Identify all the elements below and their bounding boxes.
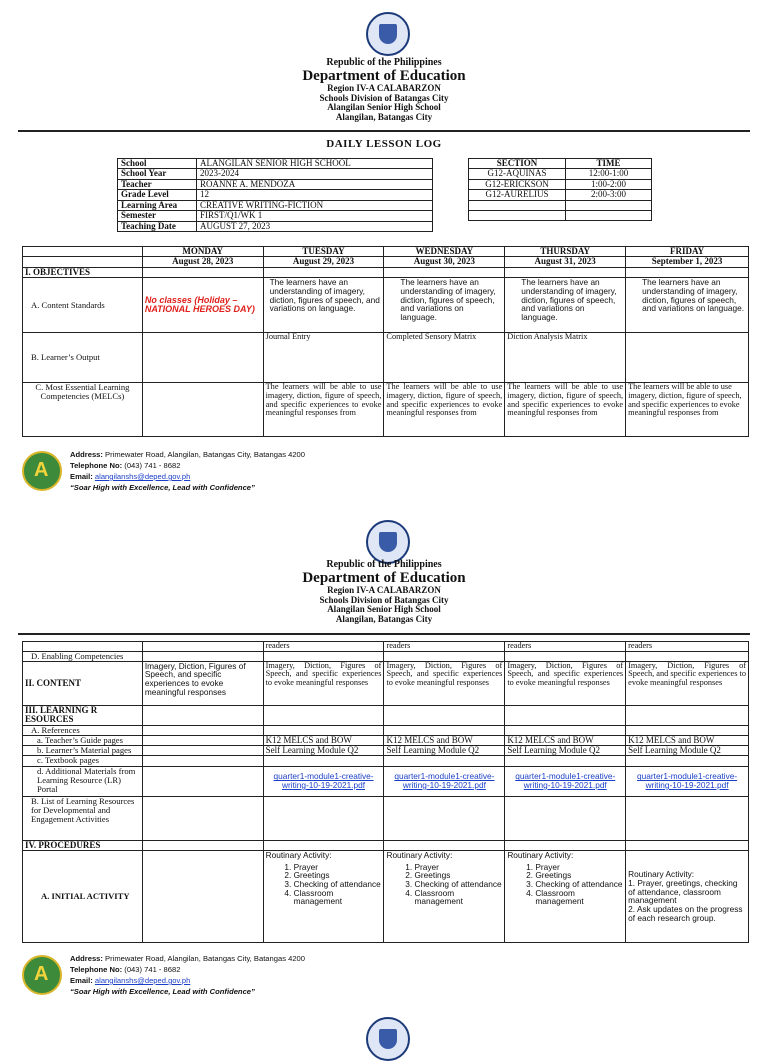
routine-item: 3. Checking of attendance bbox=[535, 880, 623, 889]
day-header-thursday: THURSDAY bbox=[505, 247, 626, 257]
section-time bbox=[566, 210, 652, 220]
section-name bbox=[469, 210, 566, 220]
lr-label: III. LEARNING R ESOURCES bbox=[23, 705, 143, 725]
address-value-2: Primewater Road, Alangilan, Batangas City, Batangas 4200 bbox=[105, 954, 305, 963]
date-header: September 1, 2023 bbox=[626, 257, 749, 267]
content-cell: Imagery, Diction, Figures of Speech, and specific experiences to evoke meaningful responses bbox=[505, 661, 626, 705]
routine-item: 3. Checking of attendance bbox=[414, 880, 502, 889]
readers-cell: readers bbox=[505, 642, 626, 652]
info-value: 12 bbox=[197, 190, 433, 200]
motto-text-2: “Soar High with Excellence, Lead with Confidence” bbox=[70, 987, 255, 996]
initial-activity-cell bbox=[384, 850, 505, 942]
routine-item: 4. Classroom management bbox=[535, 889, 623, 906]
page-2 bbox=[0, 510, 768, 1024]
lm-value: Self Learning Module Q2 bbox=[626, 746, 749, 756]
location-text-2: Alangilan, Batangas City bbox=[335, 613, 433, 624]
doc-title: DAILY LESSON LOG bbox=[326, 138, 442, 150]
republic-text: Republic of the Philippines bbox=[326, 57, 442, 68]
section-time: 2:00-3:00 bbox=[566, 190, 652, 200]
routinary-label: Routinary Activity: bbox=[386, 849, 453, 860]
routine-item: 1. Prayer bbox=[414, 863, 502, 872]
melc-tue: The learners will be able to use imagery, diction, figure of speech, and specific experiences to evoke meaningful responses from bbox=[263, 383, 384, 437]
day-header-tuesday: TUESDAY bbox=[263, 247, 384, 257]
friday-routine-item: 1. Prayer, greetings, checking of attendance, classroom management bbox=[628, 878, 738, 906]
section-row bbox=[469, 179, 652, 189]
section-name: G12-AURELIUS bbox=[469, 190, 566, 200]
info-value: AUGUST 27, 2023 bbox=[197, 221, 433, 231]
corner-cell bbox=[23, 247, 143, 257]
tg-value: K12 MELCS and BOW bbox=[384, 735, 505, 745]
routine-item: 3. Checking of attendance bbox=[294, 880, 382, 889]
routinary-label: Routinary Activity: bbox=[507, 849, 574, 860]
address-value: Primewater Road, Alangilan, Batangas City, Batangas 4200 bbox=[105, 450, 305, 459]
melc-fri: The learners will be able to use imagery, diction, figure of speech, and specific experiences to evoke meaningful responses from bbox=[626, 383, 749, 437]
region-text-2: Region IV-A CALABARZON bbox=[327, 585, 441, 596]
initial-activity-fri bbox=[626, 850, 749, 942]
readers-cell: readers bbox=[626, 642, 749, 652]
letterhead-2 bbox=[0, 560, 768, 624]
section-name: G12-ERICKSON bbox=[469, 179, 566, 189]
tb-label: c. Textbook pages bbox=[23, 756, 143, 766]
routine-list bbox=[386, 863, 502, 907]
content-standards-label: A. Content Standards bbox=[23, 278, 143, 333]
info-row bbox=[118, 159, 433, 169]
info-row bbox=[118, 169, 433, 179]
lm-value: Self Learning Module Q2 bbox=[384, 746, 505, 756]
department-title: Department of Education bbox=[302, 67, 466, 84]
routine-item: 4. Classroom management bbox=[414, 889, 502, 906]
email-label: Email: bbox=[70, 472, 93, 481]
initial-activity-cell bbox=[505, 850, 626, 942]
lr-portal-link[interactable]: quarter1-module1-creative-writing-10-19-2021.pdf bbox=[637, 771, 738, 790]
references-label: A. References bbox=[23, 725, 143, 735]
info-row bbox=[118, 200, 433, 210]
time-header: TIME bbox=[566, 159, 652, 169]
content-cell: Imagery, Diction, Figures of Speech, and specific experiences to evoke meaningful responses bbox=[384, 661, 505, 705]
info-key: Learning Area bbox=[118, 200, 197, 210]
tg-value: K12 MELCS and BOW bbox=[626, 735, 749, 745]
content-label: II. CONTENT bbox=[23, 661, 143, 705]
footer-2 bbox=[22, 953, 422, 1001]
letterhead bbox=[0, 58, 768, 122]
content-cell: Imagery, Diction, Figures of Speech, and specific experiences to evoke meaningful responses bbox=[626, 661, 749, 705]
header-rule-2 bbox=[18, 633, 750, 635]
am-label: d. Additional Materials from Learning Resource (LR) Portal bbox=[23, 766, 143, 796]
section-time: 1:00-2:00 bbox=[566, 179, 652, 189]
day-header-friday: FRIDAY bbox=[626, 247, 749, 257]
list-label: B. List of Learning Resources for Developmental and Engagement Activities bbox=[23, 796, 143, 840]
initial-label: A. INITIAL ACTIVITY bbox=[23, 850, 143, 942]
no-classes-note bbox=[142, 278, 263, 333]
section-time bbox=[566, 200, 652, 210]
info-value: FIRST/Q1/WK 1 bbox=[197, 211, 433, 221]
phone-value-2: (043) 741 - 8682 bbox=[124, 965, 181, 974]
content-cell: Imagery, Diction, Figures of Speech, and specific experiences to evoke meaningful responses bbox=[263, 661, 384, 705]
corner-cell-2 bbox=[23, 257, 143, 267]
email-link-2[interactable]: alangilanshs@deped.gov.ph bbox=[94, 976, 191, 985]
holiday-text: No classes (Holiday – NATIONAL HEROES DAY) bbox=[144, 294, 255, 315]
address-label-2: Address: bbox=[70, 954, 103, 963]
content-cell: Imagery, Diction, Figures of Speech, and specific experiences to evoke meaningful responses bbox=[142, 661, 263, 705]
readers-cell: readers bbox=[263, 642, 384, 652]
content-standards-fri: The learners have an understanding of imagery, diction, figures of speech, and variations on language. bbox=[626, 278, 749, 333]
learners-output-cell: Diction Analysis Matrix bbox=[505, 333, 626, 383]
melc-label: C. Most Essential Learning Competencies (MELCs) bbox=[23, 383, 143, 437]
section-name bbox=[469, 200, 566, 210]
initial-activity-cell bbox=[263, 850, 384, 942]
header-rule bbox=[18, 130, 750, 132]
info-row bbox=[118, 221, 433, 231]
address-label: Address: bbox=[70, 450, 103, 459]
email-link[interactable]: alangilanshs@deped.gov.ph bbox=[94, 472, 191, 481]
lm-value: Self Learning Module Q2 bbox=[505, 746, 626, 756]
section-row bbox=[469, 200, 652, 210]
section-row bbox=[469, 190, 652, 200]
motto-text: “Soar High with Excellence, Lead with Confidence” bbox=[70, 483, 255, 492]
location-text: Alangilan, Batangas City bbox=[335, 111, 433, 122]
objectives-label: I. OBJECTIVES bbox=[23, 267, 143, 277]
deped-seal-icon bbox=[366, 520, 410, 564]
phone-label: Telephone No: bbox=[70, 461, 123, 470]
routine-list bbox=[507, 863, 623, 907]
learners-output-cell bbox=[142, 333, 263, 383]
content-standards-thu: The learners have an understanding of imagery, diction, figures of speech, and variations on language. bbox=[505, 278, 626, 333]
tg-value: K12 MELCS and BOW bbox=[263, 735, 384, 745]
routinary-label: Routinary Activity: bbox=[628, 869, 695, 880]
date-header: August 31, 2023 bbox=[505, 257, 626, 267]
lesson-table-1 bbox=[22, 246, 749, 437]
info-key: Teaching Date bbox=[118, 221, 197, 231]
info-row bbox=[118, 190, 433, 200]
day-header-monday: MONDAY bbox=[142, 247, 263, 257]
phone-value: (043) 741 - 8682 bbox=[124, 461, 181, 470]
date-header: August 29, 2023 bbox=[263, 257, 384, 267]
footer-1 bbox=[22, 449, 422, 497]
procedures-label: IV. PROCEDURES bbox=[23, 840, 143, 850]
info-value: 2023-2024 bbox=[197, 169, 433, 179]
date-header: August 30, 2023 bbox=[384, 257, 505, 267]
enabling-label: D. Enabling Competencies bbox=[23, 651, 143, 661]
routine-item: 1. Prayer bbox=[294, 863, 382, 872]
page-1 bbox=[0, 0, 768, 500]
lesson-table-2 bbox=[22, 641, 749, 943]
section-table bbox=[468, 158, 652, 221]
content-standards-wed: The learners have an understanding of imagery, diction, figures of speech, and variations on language. bbox=[384, 278, 505, 333]
info-key: Semester bbox=[118, 211, 197, 221]
melc-wed: The learners will be able to use imagery, diction, figure of speech, and specific experiences to evoke meaningful responses from bbox=[384, 383, 505, 437]
info-value: ROANNE A. MENDOZA bbox=[197, 179, 433, 189]
section-name: G12-AQUINAS bbox=[469, 169, 566, 179]
info-key: School bbox=[118, 159, 197, 169]
routine-list bbox=[266, 863, 382, 907]
content-standards-tue: The learners have an understanding of imagery, diction, figures of speech, and variations on language. bbox=[263, 278, 384, 333]
learners-output-label: B. Learner’s Output bbox=[23, 333, 143, 383]
section-row bbox=[469, 210, 652, 220]
routinary-label: Routinary Activity: bbox=[265, 849, 332, 860]
info-key: School Year bbox=[118, 169, 197, 179]
readers-cell: readers bbox=[384, 642, 505, 652]
school-logo-icon bbox=[22, 451, 62, 491]
division-text: Schools Division of Batangas City bbox=[319, 92, 449, 103]
info-value: CREATIVE WRITING-FICTION bbox=[197, 200, 433, 210]
learners-output-cell: Journal Entry bbox=[263, 333, 384, 383]
school-text-2: Alangilan Senior High School bbox=[327, 604, 441, 615]
learners-output-cell bbox=[626, 333, 749, 383]
info-key: Teacher bbox=[118, 179, 197, 189]
date-header: August 28, 2023 bbox=[142, 257, 263, 267]
email-label-2: Email: bbox=[70, 976, 93, 985]
routine-item: 2. Greetings bbox=[414, 871, 502, 880]
lr-portal-link[interactable]: quarter1-module1-creative-writing-10-19-2021.pdf bbox=[515, 771, 616, 790]
deped-seal-icon bbox=[366, 12, 410, 56]
section-time: 12:00-1:00 bbox=[566, 169, 652, 179]
school-text: Alangilan Senior High School bbox=[327, 102, 441, 113]
department-title-2: Department of Education bbox=[302, 569, 466, 586]
melc-thu: The learners will be able to use imagery, diction, figure of speech, and specific experiences to evoke meaningful responses from bbox=[505, 383, 626, 437]
tg-label: a. Teacher’s Guide pages bbox=[23, 735, 143, 745]
info-key: Grade Level bbox=[118, 190, 197, 200]
lm-label: b. Learner’s Material pages bbox=[23, 746, 143, 756]
learners-output-cell: Completed Sensory Matrix bbox=[384, 333, 505, 383]
tg-value: K12 MELCS and BOW bbox=[505, 735, 626, 745]
phone-label-2: Telephone No: bbox=[70, 965, 123, 974]
routine-item: 4. Classroom management bbox=[294, 889, 382, 906]
info-row bbox=[118, 179, 433, 189]
day-header-wednesday: WEDNESDAY bbox=[384, 247, 505, 257]
info-row bbox=[118, 211, 433, 221]
info-table bbox=[117, 158, 433, 232]
info-value: ALANGILAN SENIOR HIGH SCHOOL bbox=[197, 159, 433, 169]
lr-portal-link[interactable]: quarter1-module1-creative-writing-10-19-2021.pdf bbox=[273, 771, 374, 790]
region-text: Region IV-A CALABARZON bbox=[327, 83, 441, 94]
school-logo-icon bbox=[22, 955, 62, 995]
routine-item: 2. Greetings bbox=[535, 871, 623, 880]
routine-item: 1. Prayer bbox=[535, 863, 623, 872]
division-text-2: Schools Division of Batangas City bbox=[319, 594, 449, 605]
section-header: SECTION bbox=[469, 159, 566, 169]
republic-text-2: Republic of the Philippines bbox=[326, 559, 442, 570]
friday-routine-item: 2. Ask updates on the progress of each research group. bbox=[628, 904, 743, 923]
section-row bbox=[469, 169, 652, 179]
lm-value: Self Learning Module Q2 bbox=[263, 746, 384, 756]
routine-item: 2. Greetings bbox=[294, 871, 382, 880]
lr-portal-link[interactable]: quarter1-module1-creative-writing-10-19-2021.pdf bbox=[394, 771, 495, 790]
